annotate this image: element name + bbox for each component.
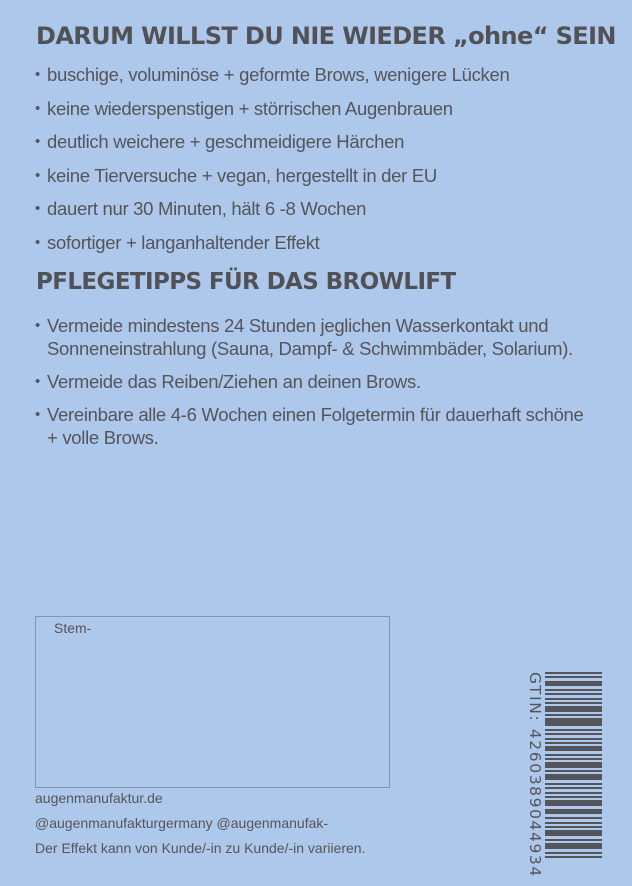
bullet-icon: • (35, 406, 40, 423)
barcode-bar (545, 822, 602, 824)
benefits-list (35, 63, 510, 265)
list-item: • Vermeide das Reiben/Ziehen an deinen Brows. (35, 371, 421, 392)
list-item: • sofortiger + langanhaltender Effekt (35, 231, 320, 253)
list-item: • keine Tierversuche + vegan, hergestellt in der EU (35, 164, 437, 186)
barcode-bar (545, 714, 602, 716)
social-handles: @augenmanufakturgermany @augenmanufak- (35, 815, 329, 831)
barcode-bar (545, 689, 602, 691)
list-item: • buschige, voluminöse + geformte Brows, wenigere Lücken (35, 64, 510, 85)
bullet-icon: • (35, 373, 40, 390)
barcode (526, 672, 602, 878)
barcode-bar (545, 733, 602, 735)
barcode-bar (545, 676, 602, 678)
barcode-bar (545, 698, 602, 700)
barcode-bar (545, 738, 602, 740)
care-tips-heading: PFLEGETIPPS FÜR DAS BROWLIFT (36, 269, 456, 295)
barcode-bar (545, 754, 602, 756)
bullet-icon: • (35, 200, 40, 218)
stamp-label: Stem- (54, 620, 92, 636)
care-tips-list (35, 314, 595, 459)
barcode-bar (545, 762, 602, 768)
list-item: • keine wiederspenstigen + störrischen Augenbrauen (35, 97, 453, 119)
stamp-field (35, 616, 390, 788)
gtin-label: GTIN: 4260389044934 (526, 672, 544, 878)
list-item: • Vereinbare alle 4-6 Wochen einen Folgetermin für dauerhaft schöne + volle Brows. (35, 404, 584, 448)
bullet-icon: • (35, 233, 40, 251)
barcode-bar (545, 729, 602, 731)
barcode-bar (545, 774, 602, 780)
bullet-icon: • (35, 133, 40, 151)
barcode-bar (545, 839, 602, 841)
barcode-bar (545, 770, 602, 772)
bullet-icon: • (35, 99, 40, 117)
barcode-bar (545, 826, 602, 828)
barcode-bar (545, 800, 602, 806)
barcode-bar (545, 817, 602, 819)
list-item: • Vermeide mindestens 24 Stunden jeglichen Wasserkontakt und Sonneneinstrahlung (Sauna, Dampf- & Schwimmbäder, Solarium). (35, 315, 573, 359)
barcode-bar (545, 672, 602, 674)
barcode-bars (545, 672, 602, 858)
barcode-bar (545, 792, 602, 794)
list-item: • deutlich weichere + geschmeidigere Härchen (35, 131, 405, 153)
barcode-bar (545, 856, 602, 858)
benefits-heading: DARUM WILLST DU NIE WIEDER „ohne“ SEIN (36, 22, 616, 50)
barcode-bar (545, 742, 602, 744)
barcode-bar (545, 758, 602, 760)
list-item: • dauert nur 30 Minuten, hält 6 -8 Wochen (35, 198, 367, 220)
website-text: augenmanufaktur.de (35, 790, 163, 806)
bullet-icon: • (35, 317, 40, 334)
barcode-bar (545, 809, 602, 814)
bullet-icon: • (35, 66, 40, 83)
disclaimer-text: Der Effekt kann von Kunde/-in zu Kunde/-in variieren. (35, 840, 366, 856)
barcode-bar (545, 746, 602, 751)
barcode-bar (545, 830, 602, 836)
barcode-bar (545, 681, 602, 686)
barcode-bar (545, 787, 602, 789)
barcode-bar (545, 783, 602, 785)
barcode-bar (545, 796, 602, 798)
barcode-bar (545, 718, 602, 726)
barcode-bar (545, 706, 602, 712)
barcode-bar (545, 702, 602, 704)
bullet-icon: • (35, 166, 40, 184)
barcode-bar (545, 852, 602, 854)
barcode-bar (545, 693, 602, 695)
barcode-bar (545, 843, 602, 849)
